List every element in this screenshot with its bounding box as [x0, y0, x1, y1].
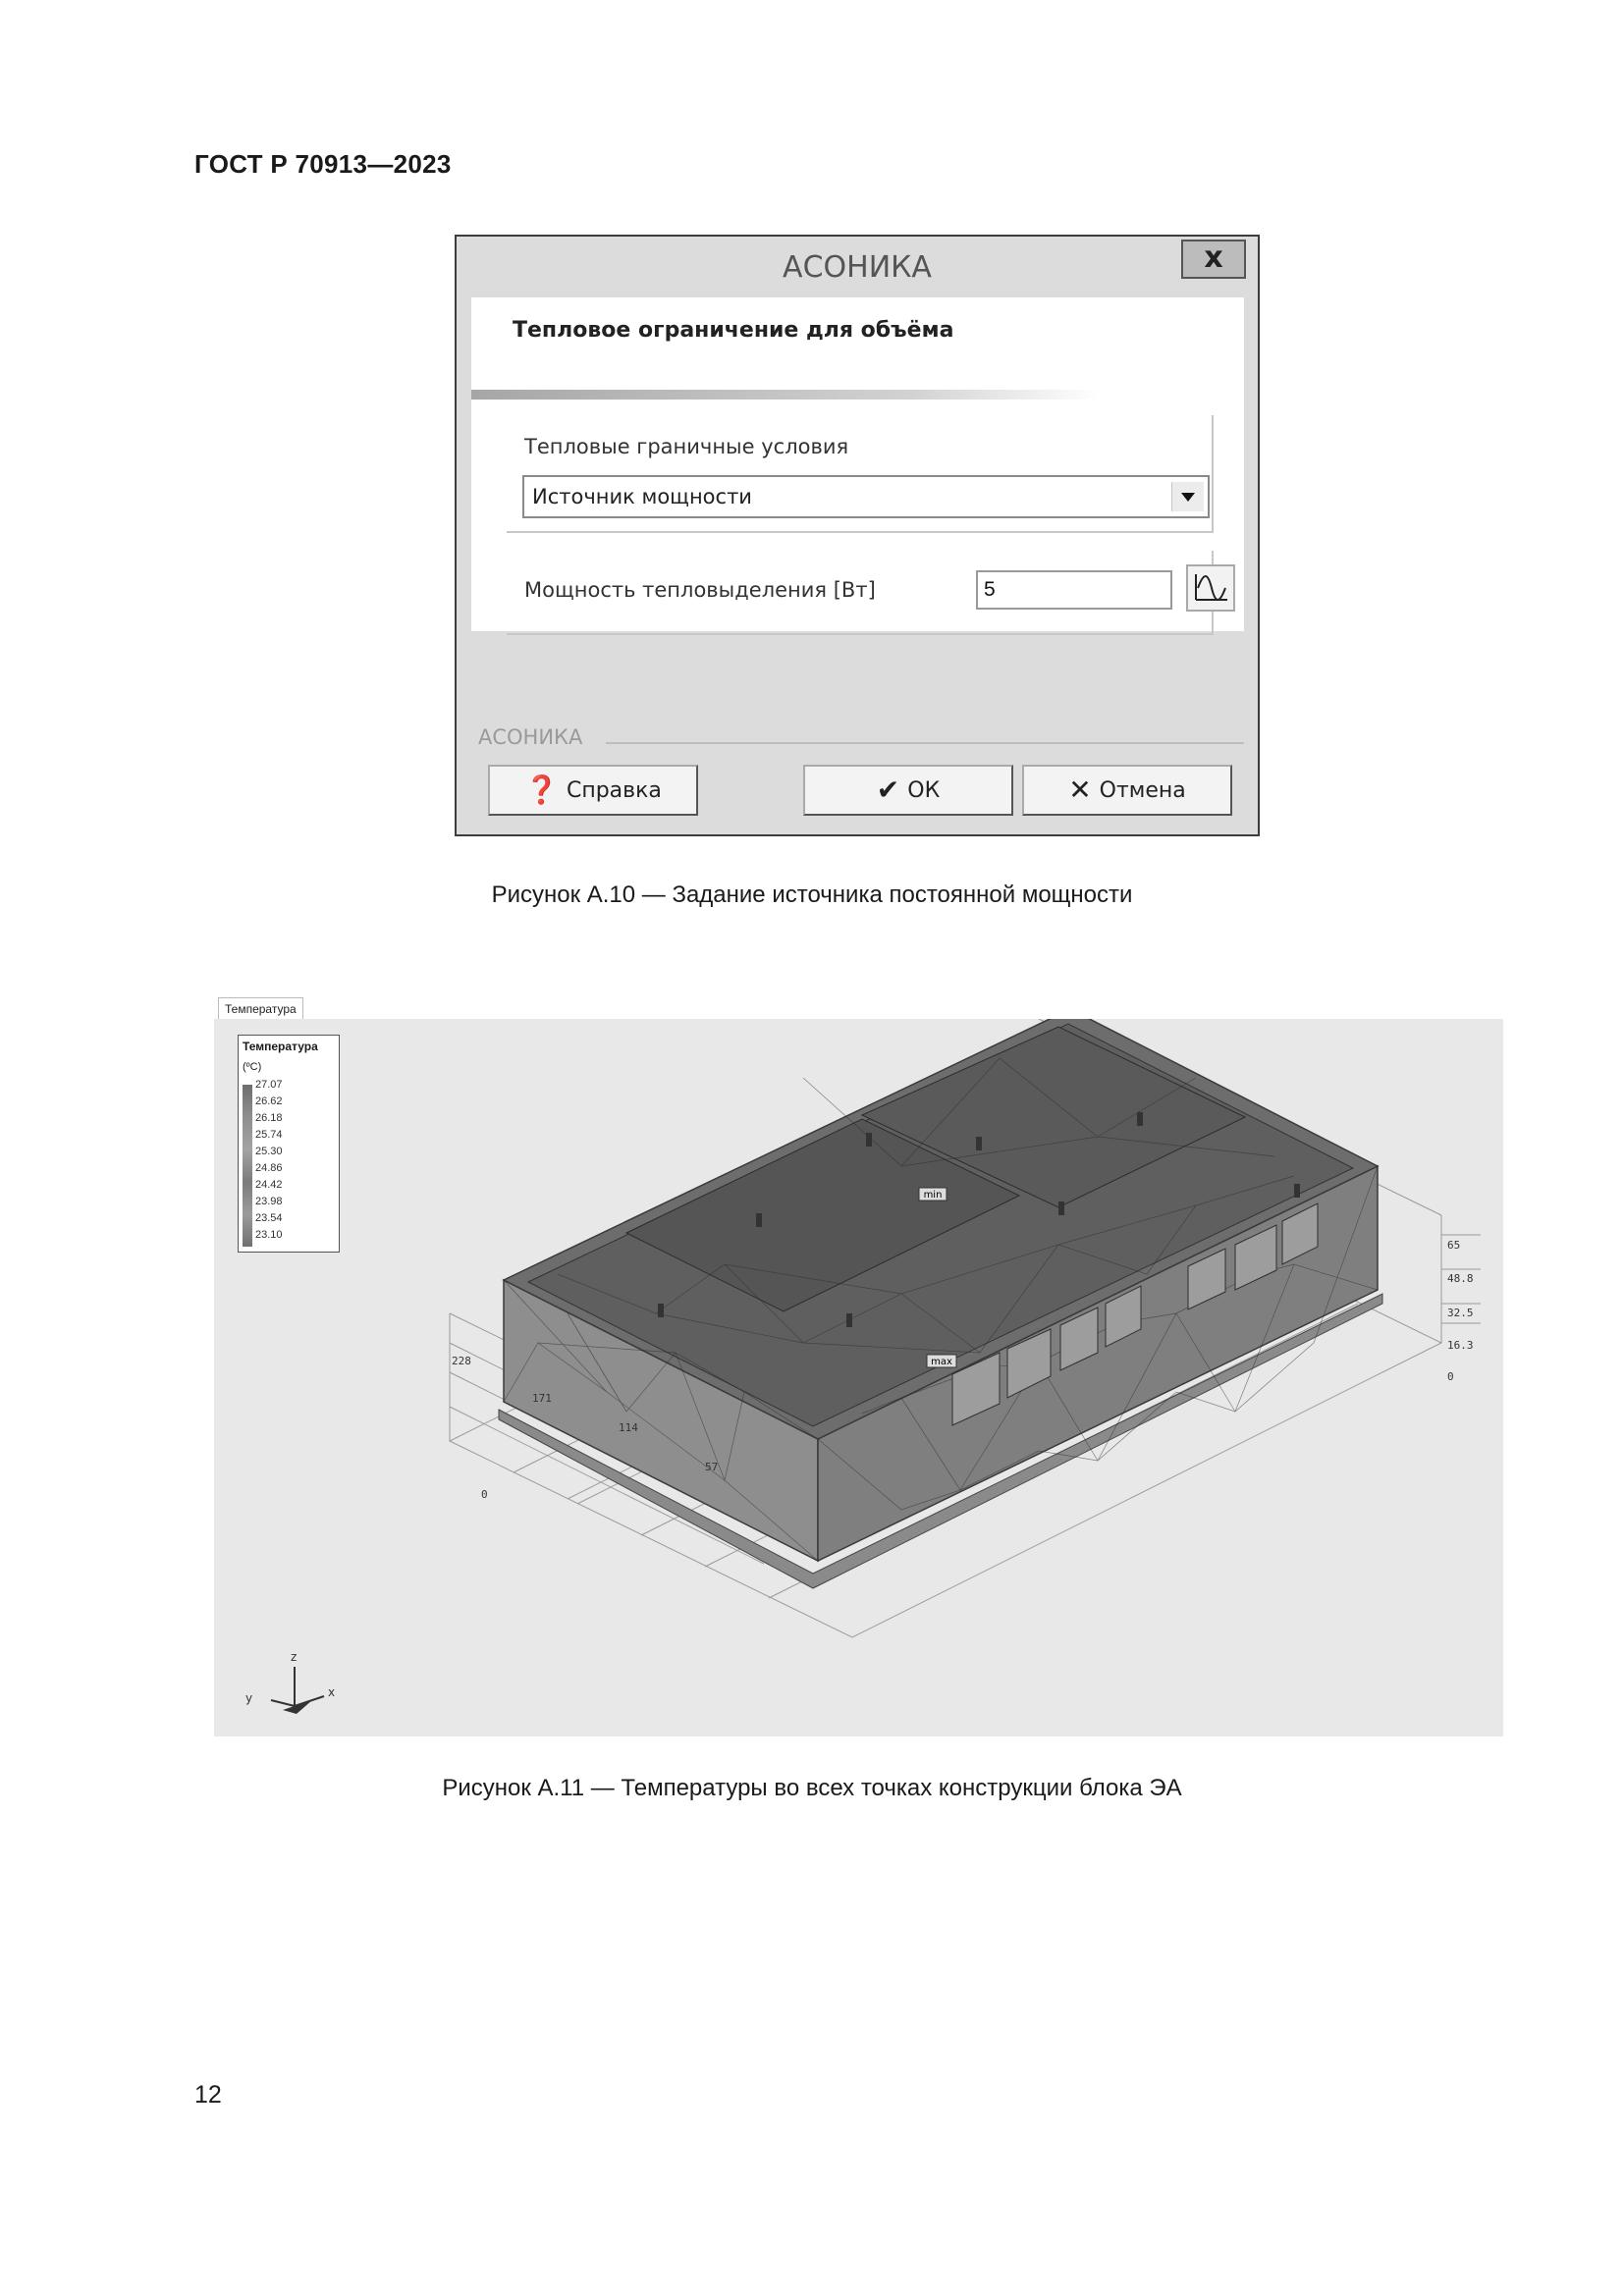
dialog-heading: Тепловое ограничение для объёма	[513, 318, 954, 343]
legend-value: 25.74	[255, 1129, 283, 1141]
bc-label: Тепловые граничные условия	[524, 435, 849, 458]
left-tick-0: 0	[481, 1488, 488, 1501]
dialog-content	[471, 297, 1244, 631]
bc-select-value: Источник мощности	[532, 485, 752, 508]
z-tick-65: 65	[1447, 1239, 1461, 1252]
checkmark-icon: ✔	[876, 774, 900, 806]
legend-value: 24.86	[255, 1162, 283, 1174]
legend-value: 26.18	[255, 1112, 283, 1124]
min-marker-label: min	[923, 1190, 943, 1201]
left-tick-228: 228	[452, 1355, 471, 1367]
legend-value: 23.54	[255, 1212, 283, 1224]
legend-value: 27.07	[255, 1079, 283, 1091]
ok-button[interactable]	[803, 765, 1013, 816]
ok-button-label: ОК	[907, 777, 941, 803]
figure-caption-a10: Рисунок А.10 — Задание источника постоянной мощности	[491, 881, 1133, 908]
3d-viewport[interactable]	[214, 1019, 1503, 1736]
axis-triad	[271, 1667, 324, 1714]
footer-divider	[606, 742, 1244, 744]
temperature-view	[214, 995, 1503, 1736]
z-tick-48-8: 48.8	[1447, 1272, 1474, 1285]
legend-title: Температура	[243, 1040, 318, 1053]
z-tick-16-3: 16.3	[1447, 1339, 1474, 1352]
min-marker	[919, 1188, 947, 1201]
legend-value: 25.30	[255, 1146, 283, 1157]
dialog-titlebar[interactable]	[457, 237, 1258, 297]
legend-value: 23.98	[255, 1196, 283, 1207]
fem-model-scene	[214, 1019, 1503, 1736]
cancel-button-label: Отмена	[1099, 777, 1186, 803]
cross-icon: ✕	[1068, 774, 1092, 806]
z-tick-32-5: 32.5	[1447, 1307, 1474, 1319]
cancel-button[interactable]	[1022, 765, 1232, 816]
legend-value: 26.62	[255, 1095, 283, 1107]
header-separator	[471, 390, 1100, 400]
legend-unit: (ºC)	[243, 1061, 262, 1073]
question-icon: ❓	[524, 774, 559, 806]
power-label: Мощность тепловыделения [Вт]	[524, 578, 876, 602]
close-button[interactable]: x	[1181, 240, 1246, 279]
bc-select[interactable]	[522, 475, 1210, 518]
power-input[interactable]	[976, 570, 1172, 610]
left-tick-114: 114	[619, 1421, 638, 1434]
chevron-down-icon[interactable]	[1171, 482, 1204, 511]
left-tick-171: 171	[532, 1392, 552, 1405]
dialog-window	[455, 235, 1260, 836]
document-header: ГОСТ Р 70913—2023	[194, 149, 452, 179]
waveform-icon	[1188, 566, 1233, 610]
help-button-label: Справка	[566, 777, 662, 803]
legend-color-scale	[243, 1085, 252, 1247]
left-tick-57: 57	[705, 1461, 719, 1473]
bc-group	[507, 415, 1214, 533]
legend-value: 24.42	[255, 1179, 283, 1191]
function-button[interactable]	[1186, 564, 1235, 612]
tab-temperature[interactable]: Температура	[218, 997, 303, 1021]
legend-value: 23.10	[255, 1229, 283, 1241]
triad-x-label: x	[328, 1685, 336, 1699]
help-button[interactable]	[488, 765, 698, 816]
triad-y-label: y	[245, 1691, 253, 1705]
temperature-legend	[238, 1035, 340, 1253]
max-marker-label: max	[931, 1357, 952, 1367]
power-group	[507, 551, 1214, 635]
z-tick-0: 0	[1447, 1370, 1454, 1383]
page-number: 12	[194, 2081, 222, 2109]
figure-caption-a11: Рисунок А.11 — Температуры во всех точках конструкции блока ЭА	[442, 1775, 1182, 1801]
dialog-title: АСОНИКА	[783, 250, 932, 285]
footer-brand: АСОНИКА	[478, 725, 583, 749]
triad-z-label: z	[291, 1650, 298, 1664]
max-marker	[927, 1355, 956, 1367]
